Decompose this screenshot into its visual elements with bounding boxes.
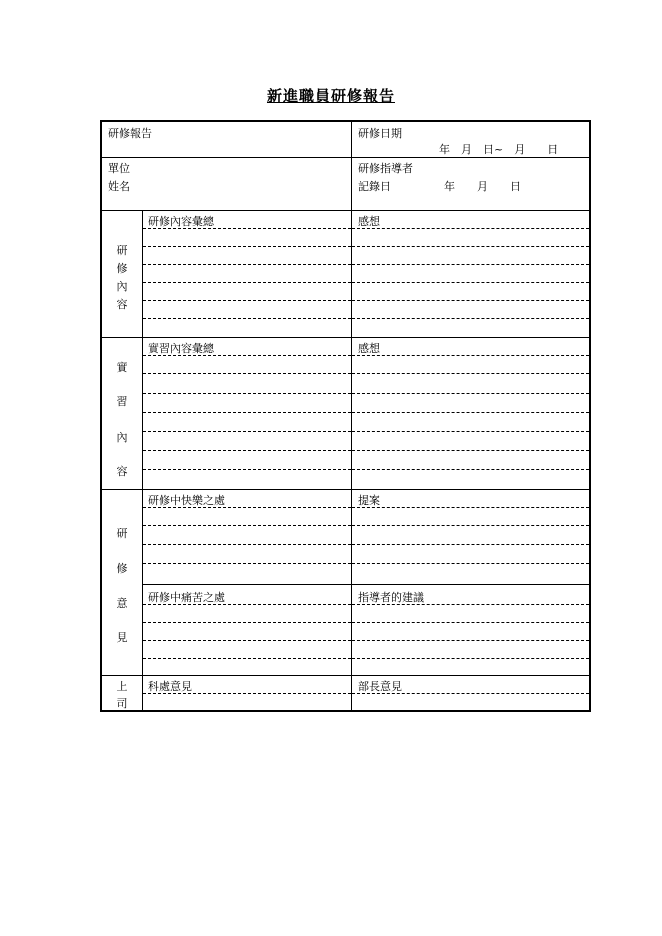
training-side-char: 研 [116, 244, 128, 257]
divider-practice [102, 489, 589, 490]
opinion-side-char: 見 [116, 631, 128, 644]
writing-line [352, 525, 589, 526]
training-side-char: 修 [116, 262, 128, 275]
joy-heading: 研修中快樂之處 [148, 494, 225, 507]
writing-line [352, 640, 589, 641]
writing-line [143, 525, 351, 526]
practice-side-char: 習 [116, 395, 128, 408]
divider-opinion-mid [143, 584, 589, 585]
supervisor-label: 研修指導者 [358, 162, 413, 175]
section-chief-opinion-heading: 科處意見 [148, 680, 192, 693]
writing-line [352, 393, 589, 394]
writing-line [352, 355, 589, 356]
writing-line [352, 264, 589, 265]
divider-header-1 [102, 157, 589, 158]
writing-line [352, 604, 589, 605]
writing-line [143, 393, 351, 394]
superior-side-char: 上 [116, 680, 128, 693]
writing-line [143, 264, 351, 265]
training-impression-heading: 感想 [358, 215, 380, 228]
writing-line [143, 318, 351, 319]
writing-line [352, 318, 589, 319]
writing-line [352, 431, 589, 432]
writing-line [143, 450, 351, 451]
writing-line [143, 373, 351, 374]
writing-line [143, 622, 351, 623]
divider-header-2 [102, 210, 589, 211]
document-title: 新進職員研修報告 [266, 87, 395, 105]
training-summary-heading: 研修內容彙總 [148, 215, 214, 228]
proposal-heading: 提案 [358, 494, 380, 507]
writing-line [143, 300, 351, 301]
writing-line [352, 412, 589, 413]
writing-line [352, 544, 589, 545]
superior-side-char: 司 [116, 697, 128, 710]
name-label: 姓名 [108, 180, 130, 193]
writing-line [143, 604, 351, 605]
practice-impression-heading: 感想 [358, 342, 380, 355]
practice-side-char: 容 [116, 465, 128, 478]
writing-line [352, 300, 589, 301]
opinion-side-char: 修 [116, 562, 128, 575]
writing-line [143, 412, 351, 413]
writing-line [352, 622, 589, 623]
writing-line [352, 507, 589, 508]
training-side-char: 內 [116, 280, 128, 293]
writing-line [143, 282, 351, 283]
record-date-label: 記錄日 [358, 180, 391, 193]
writing-line [352, 563, 589, 564]
writing-line [352, 282, 589, 283]
writing-line [352, 246, 589, 247]
divider-training [102, 337, 589, 338]
director-opinion-heading: 部長意見 [358, 680, 402, 693]
date-label: 研修日期 [358, 127, 402, 140]
practice-side-char: 內 [116, 431, 128, 444]
opinion-side-char: 研 [116, 527, 128, 540]
practice-summary-heading: 實習內容彙總 [148, 342, 214, 355]
divider-center-column [351, 210, 352, 710]
writing-line [143, 228, 351, 229]
report-label: 研修報告 [108, 127, 152, 140]
date-format: 年 月 日~ 月 日 [439, 143, 559, 156]
advisor-advice-heading: 指導者的建議 [358, 591, 424, 604]
pain-heading: 研修中痛苦之處 [148, 591, 225, 604]
writing-line [143, 544, 351, 545]
writing-line [143, 431, 351, 432]
writing-line [352, 658, 589, 659]
writing-line [143, 658, 351, 659]
writing-line [143, 640, 351, 641]
training-side-char: 容 [116, 298, 128, 311]
divider-opinion [102, 675, 589, 676]
writing-line [352, 373, 589, 374]
report-form [100, 120, 591, 712]
divider-side-column [142, 210, 143, 710]
writing-line [352, 228, 589, 229]
divider-header-vertical [351, 122, 352, 210]
writing-line [143, 507, 351, 508]
writing-line [352, 693, 589, 694]
record-date-format: 年 月 日 [444, 180, 521, 193]
unit-label: 單位 [108, 162, 130, 175]
writing-line [143, 693, 351, 694]
writing-line [143, 355, 351, 356]
opinion-side-char: 意 [116, 597, 128, 610]
practice-side-char: 實 [116, 361, 128, 374]
writing-line [143, 246, 351, 247]
writing-line [143, 469, 351, 470]
writing-line [352, 469, 589, 470]
writing-line [352, 450, 589, 451]
writing-line [143, 563, 351, 564]
